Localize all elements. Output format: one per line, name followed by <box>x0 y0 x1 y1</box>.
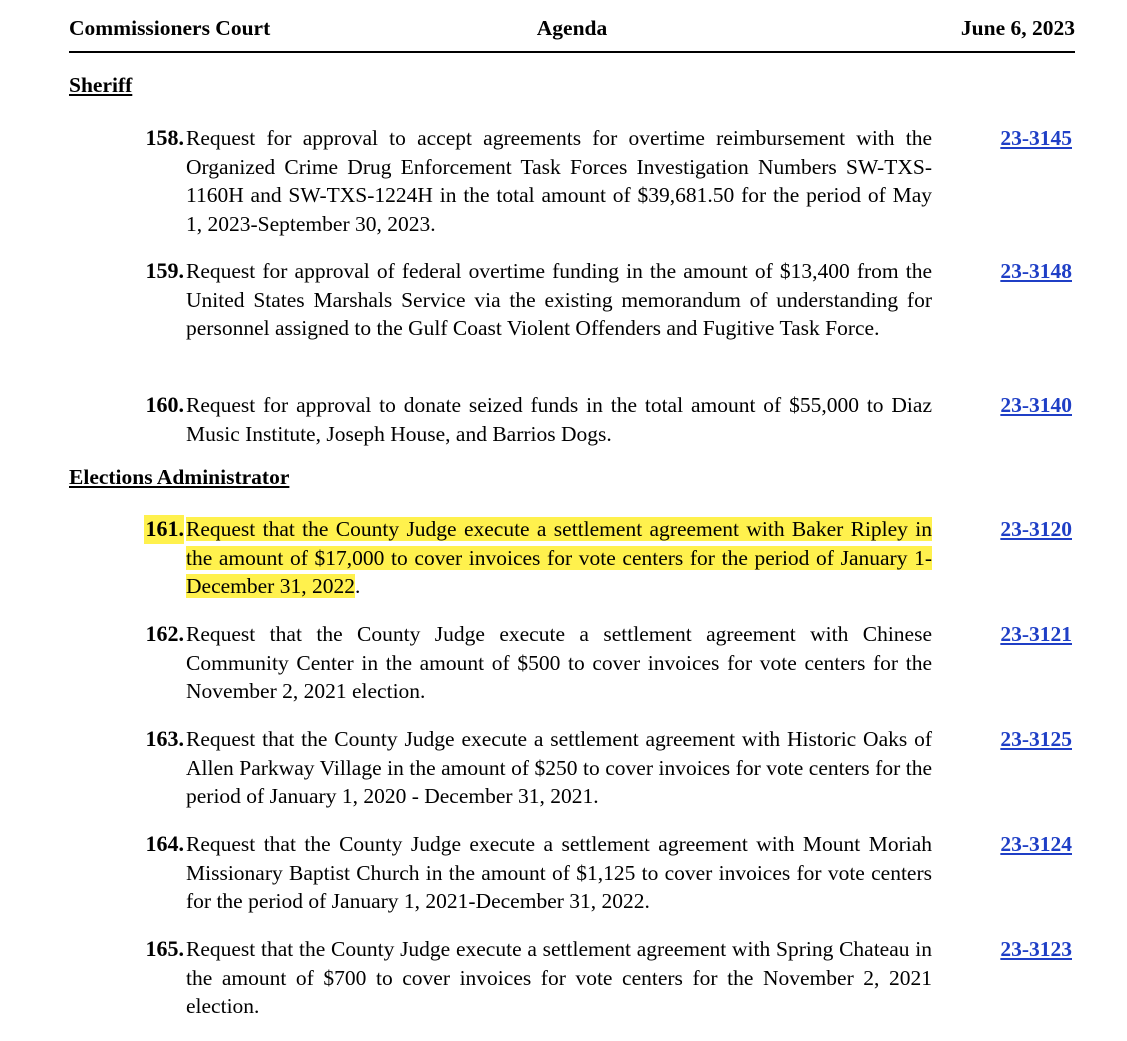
section-title-elections-administrator: Elections Administrator <box>69 465 290 489</box>
item-number: 162. <box>145 621 184 646</box>
item-ref-link[interactable]: 23-3124 <box>1000 832 1072 856</box>
item-number: 158. <box>145 125 184 150</box>
item-text: Request for approval to donate seized funds in the total amount of $55,000 to Diaz Music Institute, Joseph House, and Barrios Dogs. <box>186 393 932 446</box>
item-ref-link[interactable]: 23-3145 <box>1000 126 1072 150</box>
page-header <box>69 16 1075 44</box>
item-number: 163. <box>145 726 184 751</box>
item-ref-link[interactable]: 23-3148 <box>1000 259 1072 283</box>
highlighted-text: Request that the County Judge execute a settlement agreement with Baker Ripley in the amount of $17,000 to cover invoices for vote centers for the period of January 1-December 31, 2022 <box>186 517 932 598</box>
item-number: 161. <box>144 515 185 544</box>
item-text-suffix: . <box>354 574 361 598</box>
header-date: June 6, 2023 <box>960 16 1075 40</box>
item-number: 165. <box>145 936 184 961</box>
item-text: Request for approval to accept agreements for overtime reimbursement with the Organized Crime Drug Enforcement Task Forces Investigation Numbers SW-TXS-1160H and SW-TXS-1224H in the total amount of $39,681.50 for the period of May 1, 2023-September 30, 2023. <box>186 126 932 236</box>
item-text <box>186 515 932 601</box>
item-number: 159. <box>145 258 184 283</box>
item-ref-link[interactable]: 23-3120 <box>1000 517 1072 541</box>
header-document-type: Agenda <box>536 16 608 40</box>
item-ref-link[interactable]: 23-3121 <box>1000 622 1072 646</box>
item-ref-link[interactable]: 23-3123 <box>1000 937 1072 961</box>
item-ref-link[interactable]: 23-3125 <box>1000 727 1072 751</box>
item-number: 164. <box>145 831 184 856</box>
item-text: Request that the County Judge execute a settlement agreement with Mount Moriah Missionary Baptist Church in the amount of $1,125 to cover invoices for vote centers for the period of January 1, 2021-December 31, 2022. <box>186 832 932 913</box>
item-text: Request that the County Judge execute a settlement agreement with Chinese Community Center in the amount of $500 to cover invoices for vote centers for the November 2, 2021 election. <box>186 622 932 703</box>
item-text: Request that the County Judge execute a settlement agreement with Historic Oaks of Allen Parkway Village in the amount of $250 to cover invoices for vote centers for the period of January 1, 2020 - December 31, 2021. <box>186 727 932 808</box>
header-divider <box>69 51 1075 53</box>
item-number: 160. <box>145 392 184 417</box>
section-title-sheriff: Sheriff <box>69 73 133 97</box>
item-ref-link[interactable]: 23-3140 <box>1000 393 1072 417</box>
item-text: Request that the County Judge execute a settlement agreement with Spring Chateau in the amount of $700 to cover invoices for vote centers for the November 2, 2021 election. <box>186 937 932 1018</box>
item-text: Request for approval of federal overtime funding in the amount of $13,400 from the United States Marshals Service via the existing memorandum of understanding for personnel assigned to the Gulf Coast Violent Offenders and Fugitive Task Force. <box>186 259 932 340</box>
header-court-name: Commissioners Court <box>69 16 271 40</box>
